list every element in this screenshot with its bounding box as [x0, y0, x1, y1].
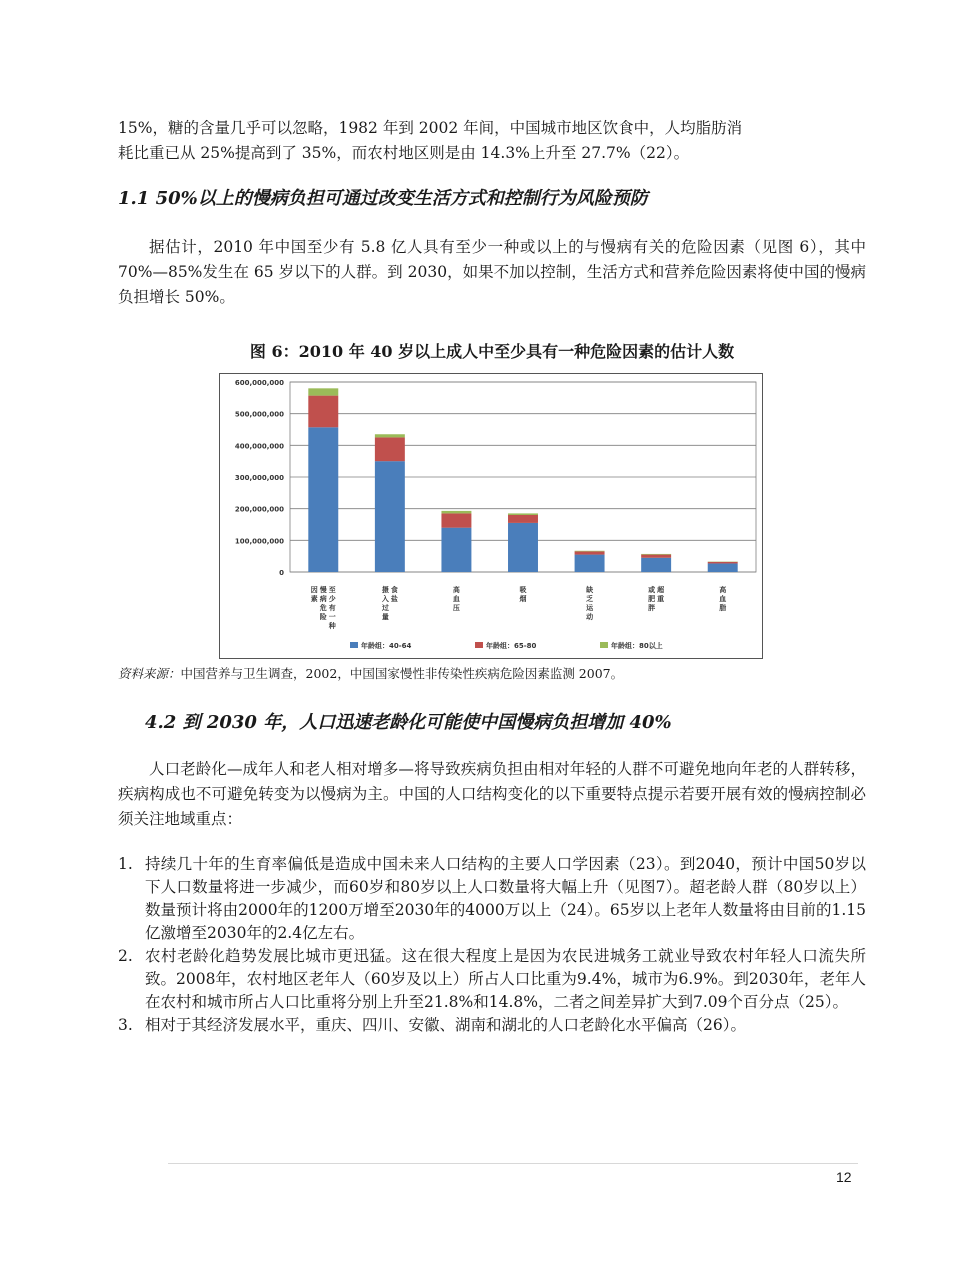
- legend-swatch: [600, 642, 608, 648]
- x-tick-label: 因素: [310, 586, 318, 603]
- chart-frame: [219, 373, 763, 659]
- section-heading-4-2: 4.2 到 2030 年，人口迅速老龄化可能使中国慢病负担增加 40%: [145, 712, 672, 733]
- bar-segment: [708, 562, 738, 564]
- legend-swatch: [350, 642, 358, 648]
- bar-segment: [641, 554, 671, 555]
- top-paragraph-line-1: 15%，糖的含量几乎可以忽略，1982 年到 2002 年间，中国城市地区饮食中，人均脂肪消: [118, 119, 743, 137]
- legend-label: 年龄组：65-80: [486, 642, 537, 650]
- x-tick-label: 超重: [657, 586, 665, 603]
- list-item-number: 2.: [118, 947, 133, 965]
- y-tick-label: 400,000,000: [234, 442, 284, 451]
- x-tick-label: 高血脂: [719, 586, 727, 612]
- bar-segment: [375, 437, 405, 461]
- figure-title: 图 6：2010 年 40 岁以上成人中至少具有一种危险因素的估计人数: [249, 342, 735, 361]
- legend-label: 年龄组：80以上: [611, 642, 663, 650]
- x-tick-label: 或肥胖: [648, 586, 656, 612]
- list-item-number: 3.: [118, 1016, 133, 1034]
- list-item-text: 持续几十年的生育率偏低是造成中国未来人口结构的主要人口学因素（23）。到2040，预计中国50岁以下人口数量将进一步减少，而60岁和80岁以上人口数量将大幅上升（见图7）。超老龄人群（80岁以上）数量预计将由2000年的1200万增至2030年的4000万以上（24）。65岁以上老年人数量将由目前的1.15亿激增至2030年的2.4亿左右。: [145, 855, 866, 942]
- top-paragraph-line-2: 耗比重已从 25%提高到了 35%，而农村地区则是由 14.3%上升至 27.7%（22）。: [118, 144, 690, 162]
- figure-source: [118, 664, 623, 682]
- footer-divider: [168, 1163, 858, 1164]
- bar-segment: [308, 427, 338, 572]
- source-label: 资料来源：: [118, 666, 181, 681]
- y-tick-label: 100,000,000: [234, 537, 284, 546]
- bar-segment: [575, 555, 605, 572]
- bar-segment: [708, 563, 738, 572]
- bar-segment: [641, 555, 671, 558]
- stacked-bar-chart: [220, 374, 762, 658]
- x-tick-label: 食盐: [390, 586, 398, 603]
- bar-segment: [508, 515, 538, 523]
- list-item-text: 相对于其经济发展水平，重庆、四川、安徽、湖南和湖北的人口老龄化水平偏高（26）。: [145, 1016, 746, 1034]
- bar-segment: [375, 461, 405, 572]
- legend-label: 年龄组：40-64: [361, 642, 412, 650]
- list-item-text: 农村老龄化趋势发展比城市更迅猛。这在很大程度上是因为农民进城务工就业导致农村年轻人口流失所致。2008年，农村地区老年人（60岁及以上）所占人口比重为9.4%，城市为6.9%。到2030年，老年人在农村和城市所占人口比重将分别上升至21.8%和14.8%，二者之间差异扩大到7.09个百分点（25）。: [145, 947, 866, 1011]
- bar-segment: [441, 513, 471, 527]
- bar-segment: [308, 396, 338, 428]
- bar-segment: [575, 551, 605, 552]
- section-heading-1-1: 1.1 50%以上的慢病负担可通过改变生活方式和控制行为风险预防: [118, 188, 648, 209]
- key-points-list: [118, 853, 866, 1037]
- list-item-number: 1.: [118, 855, 133, 873]
- x-tick-label: 摄入过量: [381, 586, 389, 621]
- x-tick-label: 缺乏运动: [586, 586, 594, 621]
- bar-segment: [641, 558, 671, 572]
- bar-segment: [575, 551, 605, 554]
- bar-segment: [441, 528, 471, 572]
- bar-segment: [308, 388, 338, 395]
- x-tick-label: 慢病危险: [319, 586, 327, 621]
- list-item: [118, 945, 866, 1014]
- y-tick-label: 200,000,000: [234, 505, 284, 514]
- x-tick-label: 高血压: [452, 586, 460, 612]
- y-tick-label: 500,000,000: [234, 410, 284, 419]
- bar-segment: [508, 523, 538, 572]
- y-tick-label: 300,000,000: [234, 474, 284, 482]
- legend-swatch: [475, 642, 483, 648]
- bar-segment: [441, 511, 471, 514]
- list-item: [118, 1014, 866, 1037]
- section-1-1-paragraph: 据估计，2010 年中国至少有 5.8 亿人具有至少一种或以上的与慢病有关的危险因素（见图 6），其中 70%—85%发生在 65 岁以下的人群。到 2030，如果不加以控制，生活方式和营养危险因素将使中国的慢病负担增长 50%。: [118, 238, 866, 306]
- y-tick-label: 600,000,000: [234, 379, 284, 387]
- x-tick-label: 吸烟: [519, 586, 527, 603]
- section-4-2-paragraph: 人口老龄化—成年人和老人相对增多—将导致疾病负担由相对年轻的人群不可避免地向年老的人群转移，疾病构成也不可避免转变为以慢病为主。中国的人口结构变化的以下重要特点提示若要开展有效的慢病控制必须关注地域重点：: [118, 760, 866, 828]
- y-tick-label: 0: [279, 569, 284, 577]
- list-item: [118, 853, 866, 945]
- x-tick-label: 至少有一种: [328, 586, 336, 630]
- source-text: 中国营养与卫生调查，2002，中国国家慢性非传染性疾病危险因素监测 2007。: [180, 666, 624, 681]
- bar-segment: [508, 513, 538, 515]
- top-paragraph: [118, 116, 866, 166]
- page-number: 12: [836, 1169, 852, 1185]
- bar-segment: [375, 434, 405, 437]
